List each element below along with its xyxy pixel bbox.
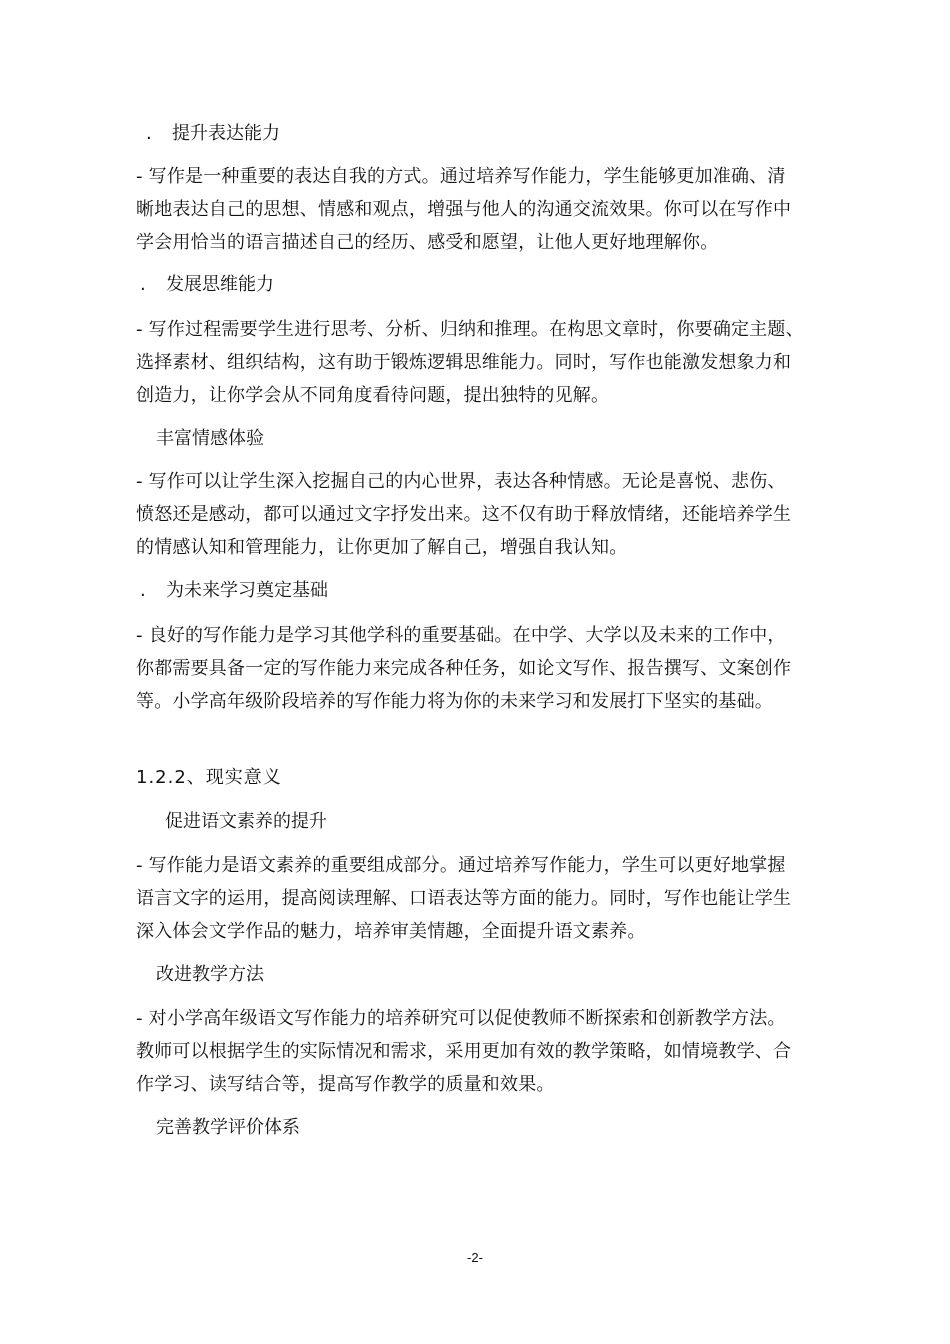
heading-title: 提升表达能力	[172, 123, 280, 144]
paragraph-line: - 对小学高年级语文写作能力的培养研究可以促使教师不断探索和创新教学方法。	[136, 1008, 786, 1029]
paragraph-line: 语言文字的运用，提高阅读理解、口语表达等方面的能力。同时，写作也能让学生	[136, 888, 792, 909]
paragraph-line: 的情感认知和管理能力，让你更加了解自己，增强自我认知。	[136, 537, 628, 558]
section-heading: 改进教学方法	[156, 964, 264, 985]
section-heading	[140, 274, 274, 296]
section-heading: 促进语文素养的提升	[165, 811, 327, 832]
section-paragraph	[136, 465, 836, 564]
section-paragraph	[136, 849, 836, 948]
paragraph-line: 作学习、读写结合等，提高写作教学的质量和效果。	[136, 1074, 555, 1095]
section-paragraph	[136, 1002, 836, 1101]
page-number: -2-	[467, 1250, 483, 1265]
section-paragraph	[136, 160, 836, 259]
heading-title: 发展思维能力	[166, 274, 274, 295]
section-heading	[140, 580, 328, 602]
section-heading	[150, 428, 264, 450]
paragraph-line: 你都需要具备一定的写作能力来完成各种任务，如论文写作、报告撰写、文案创作	[136, 658, 792, 679]
heading-marker: .	[140, 580, 146, 601]
paragraph-line: 教师可以根据学生的实际情况和需求，采用更加有效的教学策略，如情境教学、合	[136, 1041, 792, 1062]
paragraph-line: 等。小学高年级阶段培养的写作能力将为你的未来学习和发展打下坚实的基础。	[136, 691, 773, 712]
section-heading	[146, 123, 280, 145]
heading-marker: .	[140, 274, 146, 295]
paragraph-line: - 写作可以让学生深入挖掘自己的内心世界，表达各种情感。无论是喜悦、悲伤、	[136, 471, 786, 492]
heading-marker: .	[146, 123, 152, 144]
paragraph-line: - 写作过程需要学生进行思考、分析、归纳和推理。在构思文章时，你要确定主题、	[136, 319, 804, 340]
paragraph-line: 创造力，让你学会从不同角度看待问题，提出独特的见解。	[136, 385, 610, 406]
paragraph-line: 晰地表达自己的思想、情感和观点，增强与他人的沟通交流效果。你可以在写作中	[136, 199, 792, 220]
paragraph-line: - 写作是一种重要的表达自我的方式。通过培养写作能力，学生能够更加准确、清	[136, 166, 786, 187]
heading-title: 丰富情感体验	[156, 428, 264, 449]
paragraph-line: 愤怒还是感动，都可以通过文字抒发出来。这不仅有助于释放情绪，还能培养学生	[136, 504, 792, 525]
paragraph-line: 选择素材、组织结构，这有助于锻炼逻辑思维能力。同时，写作也能激发想象力和	[136, 352, 792, 373]
paragraph-line: - 写作能力是语文素养的重要组成部分。通过培养写作能力，学生可以更好地掌握	[136, 855, 786, 876]
paragraph-line: 学会用恰当的语言描述自己的经历、感受和愿望，让他人更好地理解你。	[136, 232, 719, 253]
paragraph-line: 深入体会文学作品的魅力，培养审美情趣，全面提升语文素养。	[136, 921, 646, 942]
subsection-title: 1.2.2、现实意义	[136, 767, 282, 788]
paragraph-line: - 良好的写作能力是学习其他学科的重要基础。在中学、大学以及未来的工作中，	[136, 625, 786, 646]
section-heading: 完善教学评价体系	[156, 1117, 300, 1138]
section-paragraph	[136, 619, 836, 718]
section-paragraph	[136, 313, 836, 412]
heading-title: 为未来学习奠定基础	[166, 580, 328, 601]
